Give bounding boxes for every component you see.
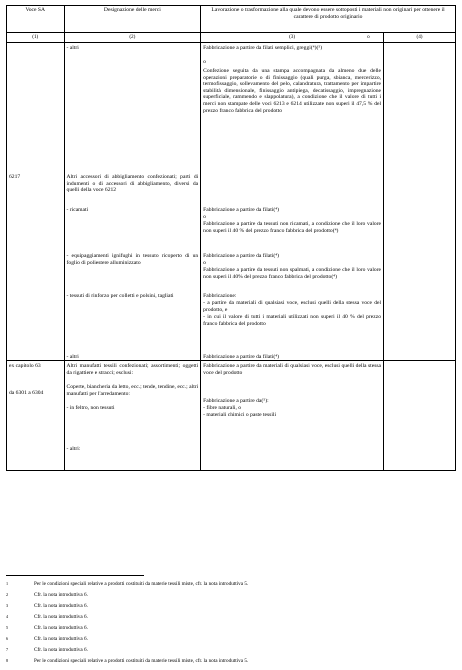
header-col2: Designazione delle merci <box>64 6 201 33</box>
footnote-text: Per le condizioni speciali relative a prodotti costituiti da materie tessili miste, cfr. la nota introduttiva 5. <box>34 658 249 664</box>
desc-cell <box>64 43 201 361</box>
desc-rinforzo: - tessuti di rinforzo per colletti e polsini, tagliati <box>66 293 174 299</box>
num-or: o <box>367 34 370 40</box>
rule-feltro-2: - fibre naturali, o <box>203 405 242 411</box>
header-col3-text: Lavorazione o trasformazione alla quale devono essere sottoposti i materiali non originari per ottenere il carattere di prodotto originario <box>211 7 445 20</box>
rule-ignifughi-1: Fabbricazione a partire da filati(⁴) <box>203 253 280 259</box>
footnote-text: Cfr. la nota introduttiva 6. <box>34 603 88 609</box>
desc-6217: Altri accessori di abbigliamento confezionati; parti di indumenti o di accessori di abbigliamento, diversi da quelli della voce 6212 <box>66 174 199 194</box>
footnote <box>6 614 446 620</box>
header-col1: Voce SA <box>7 6 65 33</box>
num-col1: (1) <box>7 33 65 43</box>
footnote <box>6 636 446 642</box>
code-cell <box>7 43 65 361</box>
footnote <box>6 592 446 598</box>
rule-rinforzo-1: - a partire da materiali di qualsiasi voce, esclusi quelli della stessa voce del prodotto, e <box>203 300 382 313</box>
header-col3 <box>201 6 456 33</box>
footnote-number: 5 <box>6 625 9 630</box>
number-row <box>7 33 456 43</box>
rules-table <box>6 5 456 471</box>
footnote-text: Cfr. la nota introduttiva 6. <box>34 592 88 598</box>
footnote <box>6 647 446 653</box>
footnote <box>6 581 446 587</box>
num-col4: (4) <box>384 33 456 43</box>
footnote <box>6 658 446 664</box>
footnote-number: 6 <box>6 636 9 641</box>
rule-cell <box>201 361 384 471</box>
code-ex63: ex capitolo 63 <box>9 363 41 369</box>
code-6301-6304: da 6301 a 6304 <box>9 390 44 396</box>
desc-feltro: - in feltro, non tessuti <box>66 405 115 411</box>
rule-altri-filati: Fabbricazione a partire da filati(⁴) <box>203 354 280 360</box>
desc-ignifughi: - equipaggiamenti ignifughi in tessuto ricoperto di un foglio di poliestere alluminizzato <box>66 253 199 266</box>
footnote-text: Cfr. la nota introduttiva 6. <box>34 647 88 653</box>
footnote-number: 7 <box>6 647 9 652</box>
footnote-number: 8 <box>6 658 9 663</box>
table-row <box>7 43 456 361</box>
rule-ricamati-1: Fabbricazione a partire da filati(⁴) <box>203 207 280 213</box>
footnote-text: Cfr. la nota introduttiva 6. <box>34 636 88 642</box>
code-cell <box>7 361 65 471</box>
rule-feltro-1: Fabbricazione a partire da(⁵): <box>203 398 269 404</box>
rule-or-1: o <box>203 59 206 65</box>
num-col3-text: (3) <box>289 34 296 40</box>
alt-rule-cell <box>384 43 456 361</box>
desc-coperte: Coperte, biancheria da letto, ecc.; tende, tendine, ecc.; altri manufatti per l'arredamento: <box>66 384 199 397</box>
rule-confezione-stampa: Confezione seguita da una stampa accompagnata da almeno due delle operazioni preparatorie o di finissaggio (quali purga, sbianca, mercerizzo, termofissaggio, sollevamento del pelo, calandratura, trattamento per impartire stabilità dimensionale, finissaggio antipiega, decatissaggio, impregnazione superficiale, rammendo e slappolatura), a condizione che il valore di tutti i merci non stampate delle voci 6213 e 6214 utilizzate non superi il 47,5 % del prezzo franco fabbrica del prodotto <box>203 68 382 114</box>
rule-ex63: Fabbricazione a partire da materiali di qualsiasi voce, esclusi quelli della stessa voce del prodotto <box>203 363 382 376</box>
footnote-number: 1 <box>6 581 9 586</box>
rule-ignifughi-2: Fabbricazione a partire da tessuti non spalmati, a condizione che il loro valore non superi il 40% del prezzo franco fabbrica del prodotto(⁴) <box>203 267 382 280</box>
desc-altri-2: - altri <box>66 354 79 360</box>
rule-rinforzo-2: - in cui il valore di tutti i materiali utilizzati non superi il 40 % del prezzo franco fabbrica del prodotto <box>203 314 382 327</box>
rule-fabbricazione: Fabbricazione: <box>203 293 237 299</box>
footnote-number: 3 <box>6 603 9 608</box>
table-row <box>7 361 456 471</box>
desc-cell <box>64 361 201 471</box>
num-col2: (2) <box>64 33 201 43</box>
footnote-text: Cfr. la nota introduttiva 6. <box>34 614 88 620</box>
footnote <box>6 603 446 609</box>
rule-or-2: o <box>203 214 206 220</box>
rule-feltro-3: - materiali chimici o paste tessili <box>203 412 277 418</box>
rule-ricamati-2: Fabbricazione a partire da tessuti non ricamati, a condizione che il loro valore non superi il 40 % del prezzo franco fabbrica del prodotto(⁴) <box>203 221 382 234</box>
code-6217: 6217 <box>9 174 21 180</box>
desc-altri-3: - altri: <box>66 446 81 452</box>
footnote-number: 2 <box>6 592 9 597</box>
rule-filati-greggi: Fabbricazione a partire da filati semplici, greggi(⁴)(⁵) <box>203 45 323 51</box>
footnote <box>6 625 446 631</box>
desc-altri-1: - altri <box>66 45 79 51</box>
header-row <box>7 6 456 33</box>
footnote-text: Per le condizioni speciali relative a prodotti costituiti da materie tessili miste, cfr. la nota introduttiva 5. <box>34 581 249 587</box>
desc-ex63: Altri manufatti tessili confezionati; assortimenti; oggetti da rigattiere e stracci; esclusi: <box>66 363 199 376</box>
desc-ricamati: - ricamati <box>66 207 89 213</box>
footnote-number: 4 <box>6 614 9 619</box>
footnote-separator <box>6 575 144 576</box>
footnote-text: Cfr. la nota introduttiva 6. <box>34 625 88 631</box>
rule-or-3: o <box>203 260 206 266</box>
rule-cell <box>201 43 384 361</box>
alt-rule-cell <box>384 361 456 471</box>
num-col3 <box>201 33 384 43</box>
